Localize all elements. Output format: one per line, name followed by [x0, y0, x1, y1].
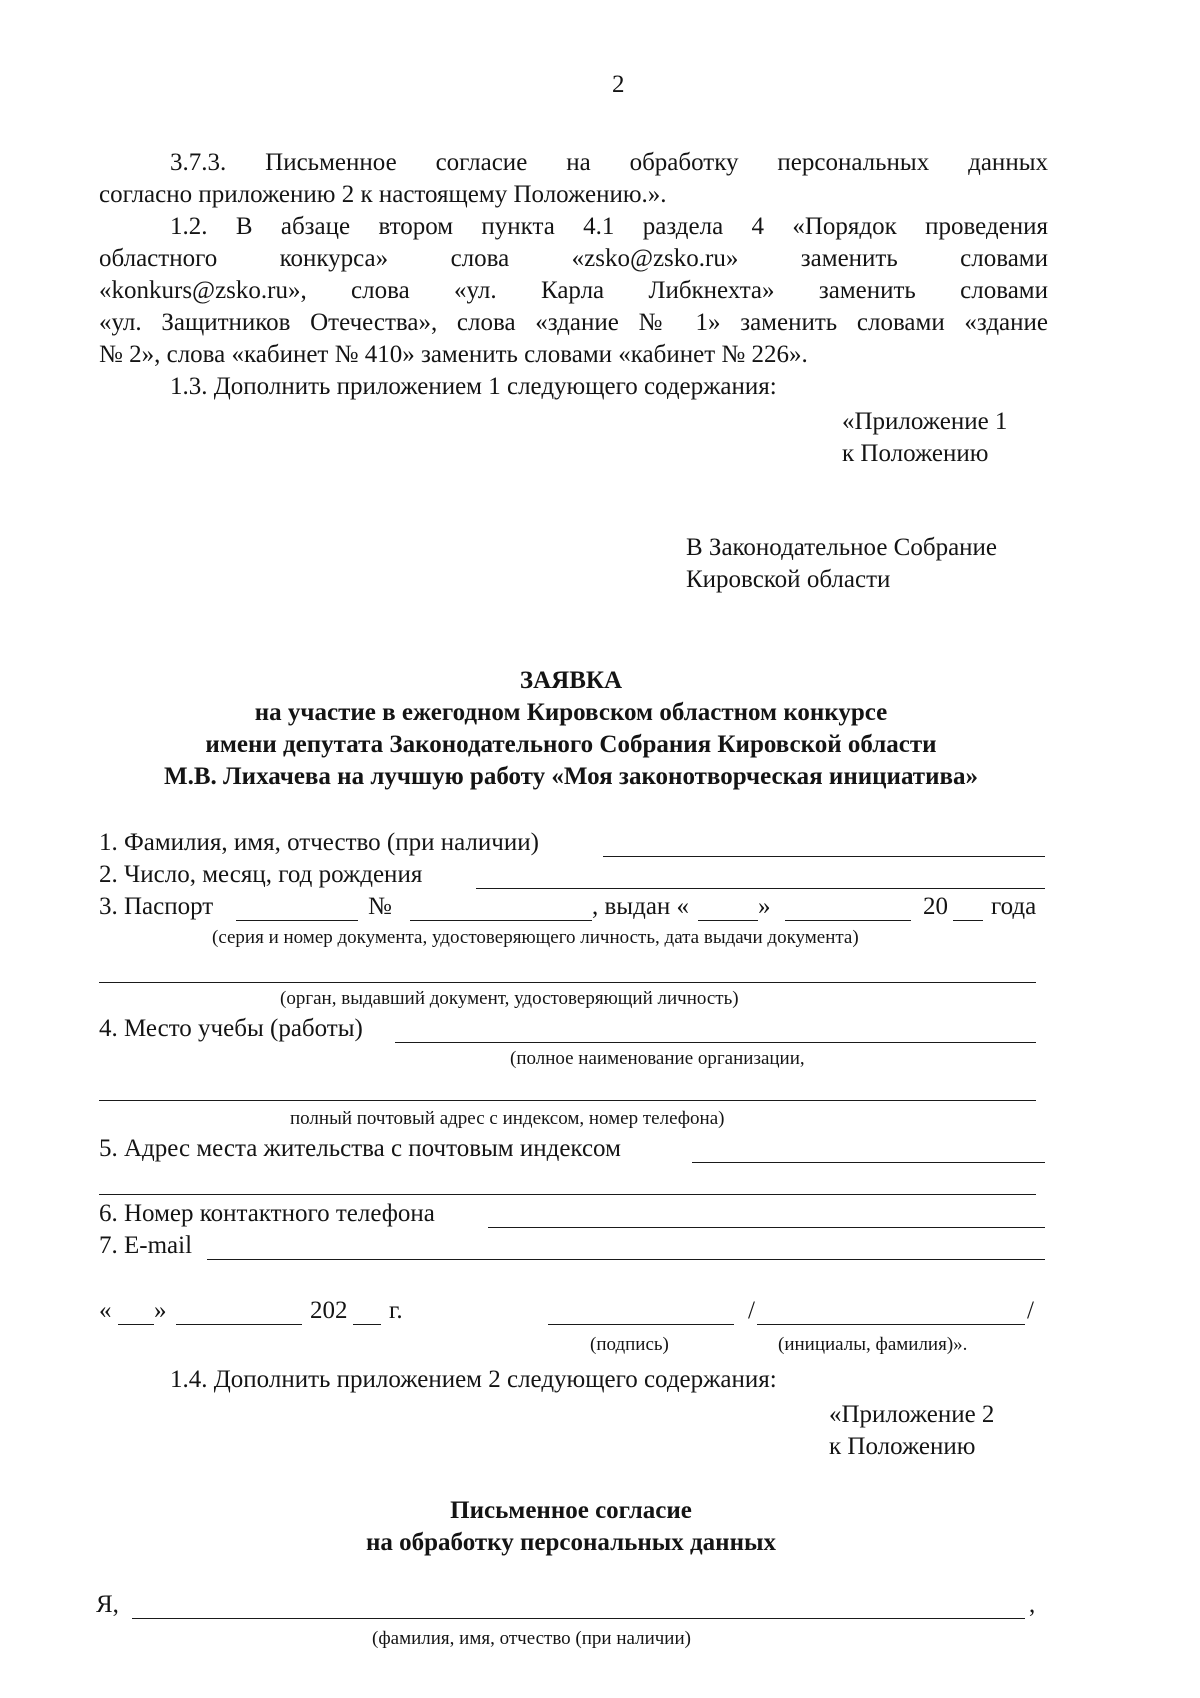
issuer-blank[interactable]: [99, 982, 1036, 983]
paragraph-12-line1: 1.2. В абзаце втором пункта 4.1 раздела 4 «Порядок проведения: [170, 213, 1048, 240]
field4-hint2: полный почтовый адрес с индексом, номер телефона): [290, 1108, 725, 1129]
field7-blank[interactable]: [207, 1259, 1045, 1260]
passport-number-sign: №: [368, 893, 392, 920]
paragraph-373-line1: 3.7.3. Письменное согласие на обработку персональных данных: [170, 149, 1048, 176]
date-quote-open: «: [99, 1297, 112, 1324]
appendix1-line2: к Положению: [842, 440, 989, 467]
date-year-suffix: г.: [389, 1297, 403, 1324]
passport-year-blank[interactable]: [953, 920, 983, 921]
signature-blank[interactable]: [548, 1324, 734, 1325]
date-year-prefix: 202: [310, 1297, 348, 1324]
initials-blank[interactable]: [757, 1324, 1025, 1325]
date-year-blank[interactable]: [353, 1324, 381, 1325]
field4-blank2[interactable]: [99, 1100, 1036, 1101]
passport-number-blank[interactable]: [410, 920, 592, 921]
appendix1-line1: «Приложение 1: [842, 408, 1008, 435]
signature-slash2: /: [1027, 1297, 1034, 1324]
field4-label: 4. Место учебы (работы): [99, 1015, 363, 1042]
paragraph-14: 1.4. Дополнить приложением 2 следующего содержания:: [170, 1366, 777, 1393]
application-subtitle-line2: на участие в ежегодном Кировском областном конкурсе: [254, 699, 888, 726]
application-title: ЗАЯВКА: [519, 667, 623, 694]
issuer-hint: (орган, выдавший документ, удостоверяющий личность): [280, 988, 739, 1009]
application-subtitle-line4: М.В. Лихачева на лучшую работу «Моя законотворческая инициатива»: [164, 763, 978, 790]
passport-year-century: 20: [923, 893, 948, 920]
passport-year-word: года: [991, 893, 1037, 920]
consent-comma: ,: [1029, 1591, 1036, 1618]
consent-title: Письменное согласие: [450, 1497, 692, 1524]
field2-blank[interactable]: [476, 888, 1045, 889]
paragraph-12-line5: № 2», слова «кабинет № 410» заменить словами «кабинет № 226».: [99, 341, 808, 368]
field4-hint1: (полное наименование организации,: [510, 1048, 805, 1069]
passport-hint: (серия и номер документа, удостоверяющего личность, дата выдачи документа): [212, 927, 859, 948]
signature-slash1: /: [748, 1297, 755, 1324]
paragraph-12-line3: «konkurs@zsko.ru», слова «ул. Карла Либкнехта» заменить словами: [99, 277, 1048, 304]
passport-series-blank[interactable]: [236, 920, 358, 921]
consent-subtitle: на обработку персональных данных: [366, 1529, 776, 1556]
field6-label: 6. Номер контактного телефона: [99, 1200, 435, 1227]
field1-label: 1. Фамилия, имя, отчество (при наличии): [99, 829, 539, 856]
field4-blank[interactable]: [395, 1042, 1036, 1043]
field5-label: 5. Адрес места жительства с почтовым индексом: [99, 1135, 621, 1162]
consent-fio-blank[interactable]: [132, 1618, 1025, 1619]
passport-quote-close: »: [758, 893, 771, 920]
date-month-blank[interactable]: [176, 1324, 302, 1325]
field2-label: 2. Число, месяц, год рождения: [99, 861, 423, 888]
field1-blank[interactable]: [603, 856, 1045, 857]
addressee-line2: Кировской области: [686, 566, 891, 593]
passport-issued-label: , выдан «: [592, 893, 690, 920]
consent-fio-hint: (фамилия, имя, отчество (при наличии): [372, 1628, 691, 1649]
field3-passport-label: 3. Паспорт: [99, 893, 214, 920]
date-day-blank[interactable]: [118, 1324, 154, 1325]
paragraph-13: 1.3. Дополнить приложением 1 следующего содержания:: [170, 373, 777, 400]
paragraph-12-line4: «ул. Защитников Отечества», слова «здание № 1» заменить словами «здание: [99, 309, 1048, 336]
date-quote-close: »: [154, 1297, 167, 1324]
appendix2-line2: к Положению: [829, 1433, 976, 1460]
paragraph-12-line2: областного конкурса» слова «zsko@zsko.ru» заменить словами: [99, 245, 1048, 272]
field6-blank[interactable]: [488, 1227, 1045, 1228]
field7-label: 7. E-mail: [99, 1232, 193, 1259]
consent-ya-label: Я,: [96, 1591, 119, 1618]
signature-hint: (подпись): [590, 1334, 669, 1355]
paragraph-373-line2: согласно приложению 2 к настоящему Положению.».: [99, 181, 667, 208]
appendix2-line1: «Приложение 2: [829, 1401, 995, 1428]
field5-blank[interactable]: [692, 1162, 1045, 1163]
initials-hint: (инициалы, фамилия)».: [778, 1334, 968, 1355]
addressee-line1: В Законодательное Собрание: [686, 534, 998, 561]
field5-blank2[interactable]: [99, 1194, 1036, 1195]
passport-month-blank[interactable]: [785, 920, 911, 921]
page-number: 2: [612, 71, 625, 98]
passport-day-blank[interactable]: [698, 920, 758, 921]
application-subtitle-line3: имени депутата Законодательного Собрания Кировской области: [205, 731, 937, 758]
